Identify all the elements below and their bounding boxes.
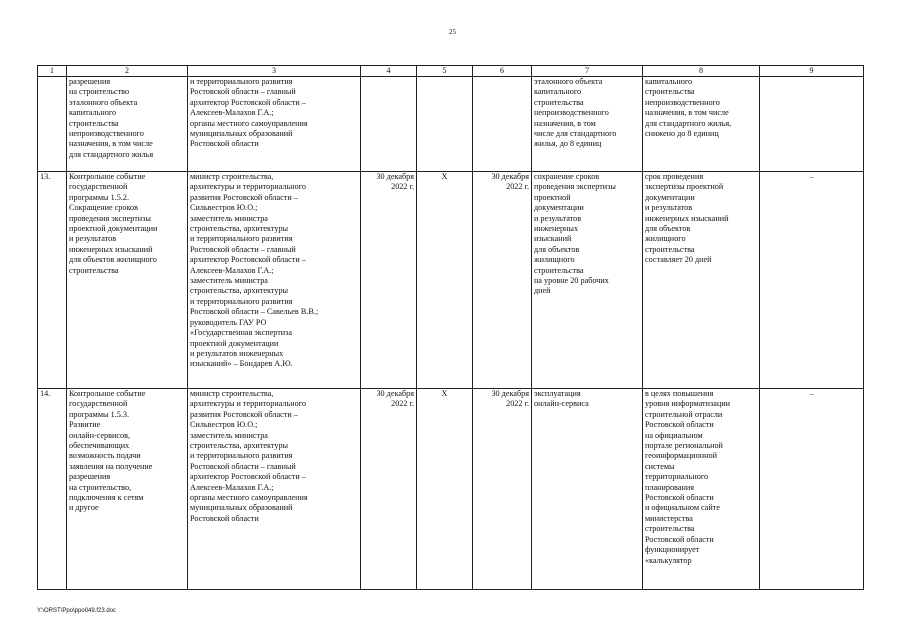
mark-cell: X (417, 389, 473, 590)
event-name-cell: Контрольное событие государственной программы 1.5.3. Развитие онлайн-сервисов, обеспечивающих возможность подачи заявления на получение разрешения на строительство, подключения к сетям и другое (67, 389, 188, 590)
expected-result-cell: сохранение сроков проведения экспертизы проектной документации и результатов инженерных изысканий для объектов жилищного строительства на уровне 20 рабочих дней (532, 172, 643, 389)
table-header-row (38, 66, 864, 77)
column-header: 3 (188, 66, 361, 77)
mark-cell (417, 77, 473, 172)
table-row (38, 172, 864, 389)
column-header: 2 (67, 66, 188, 77)
note-cell: – (760, 389, 864, 590)
actual-date-cell (473, 77, 532, 172)
planned-date-cell: 30 декабря 2022 г. (361, 389, 417, 590)
table-row (38, 77, 864, 172)
column-header: 6 (473, 66, 532, 77)
planned-date-cell (361, 77, 417, 172)
mark-cell: X (417, 172, 473, 389)
page-number: 25 (449, 28, 456, 36)
actual-result-cell: в целях повышения уровня информатизации строительной отрасли Ростовской области на официальном портале региональной геоинформационной системы территориального планирования Ростовской области и официальном сайте министерства строительства Ростовской области функционирует «калькулятор (643, 389, 760, 590)
expected-result-cell: эталонного объекта капитального строительства непроизводственного назначения, в том числе для стандартного жилья, до 8 единиц (532, 77, 643, 172)
note-cell: – (760, 172, 864, 389)
column-header: 9 (760, 66, 864, 77)
responsible-cell: и территориального развития Ростовской области – главный архитектор Ростовской области – Алексеев-Малахов Г.А.; органы местного самоуправления муниципальных образований Ростовской области (188, 77, 361, 172)
row-number-cell (38, 77, 67, 172)
event-name-cell: разрешения на строительство эталонного объекта капитального строительства непроизводственного назначения, в том числе для стандартного жилья (67, 77, 188, 172)
row-number-cell: 13. (38, 172, 67, 389)
actual-result-cell: срок проведения экспертизы проектной документации и результатов инженерных изысканий для объектов жилищного строительства составляет 20 дней (643, 172, 760, 389)
expected-result-cell: эксплуатация онлайн-сервиса (532, 389, 643, 590)
column-header: 1 (38, 66, 67, 77)
responsible-cell: министр строительства, архитектуры и территориального развития Ростовской области – Сильвестров Ю.О.; заместитель министра строительства, архитектуры и территориального развития Ростовской области – главный архитектор Ростовской области – Алексеев-Малахов Г.А.; органы местного самоуправления муниципальных образований Ростовской области (188, 389, 361, 590)
actual-date-cell: 30 декабря 2022 г. (473, 172, 532, 389)
column-header: 8 (643, 66, 760, 77)
actual-date-cell: 30 декабря 2022 г. (473, 389, 532, 590)
responsible-cell: министр строительства, архитектуры и территориального развития Ростовской области – Сильвестров Ю.О.; заместитель министра строительства, архитектуры и территориального развития Ростовской области – главный архитектор Ростовской области – Алексеев-Малахов Г.А.; заместитель министра строительства, архитектуры и территориального развития Ростовской области – Савельев В.В.; руководитель ГАУ РО «Государственная экспертиза проектной документации и результатов инженерных изысканий» – Бондарев А.Ю. (188, 172, 361, 389)
file-path-footer: Y:\ORST\Ppo\ppo049.f23.doc (37, 608, 117, 614)
note-cell (760, 77, 864, 172)
column-header: 7 (532, 66, 643, 77)
actual-result-cell: капитального строительства непроизводственного назначения, в том числе для стандартного жилья, снижено до 8 единиц (643, 77, 760, 172)
column-header: 5 (417, 66, 473, 77)
event-name-cell: Контрольное событие государственной программы 1.5.2. Сокращение сроков проведения экспертизы проектной документации и результатов инженерных изысканий для объектов жилищного строительства (67, 172, 188, 389)
table-row (38, 389, 864, 590)
document-table (37, 65, 864, 590)
row-number-cell: 14. (38, 389, 67, 590)
column-header: 4 (361, 66, 417, 77)
planned-date-cell: 30 декабря 2022 г. (361, 172, 417, 389)
